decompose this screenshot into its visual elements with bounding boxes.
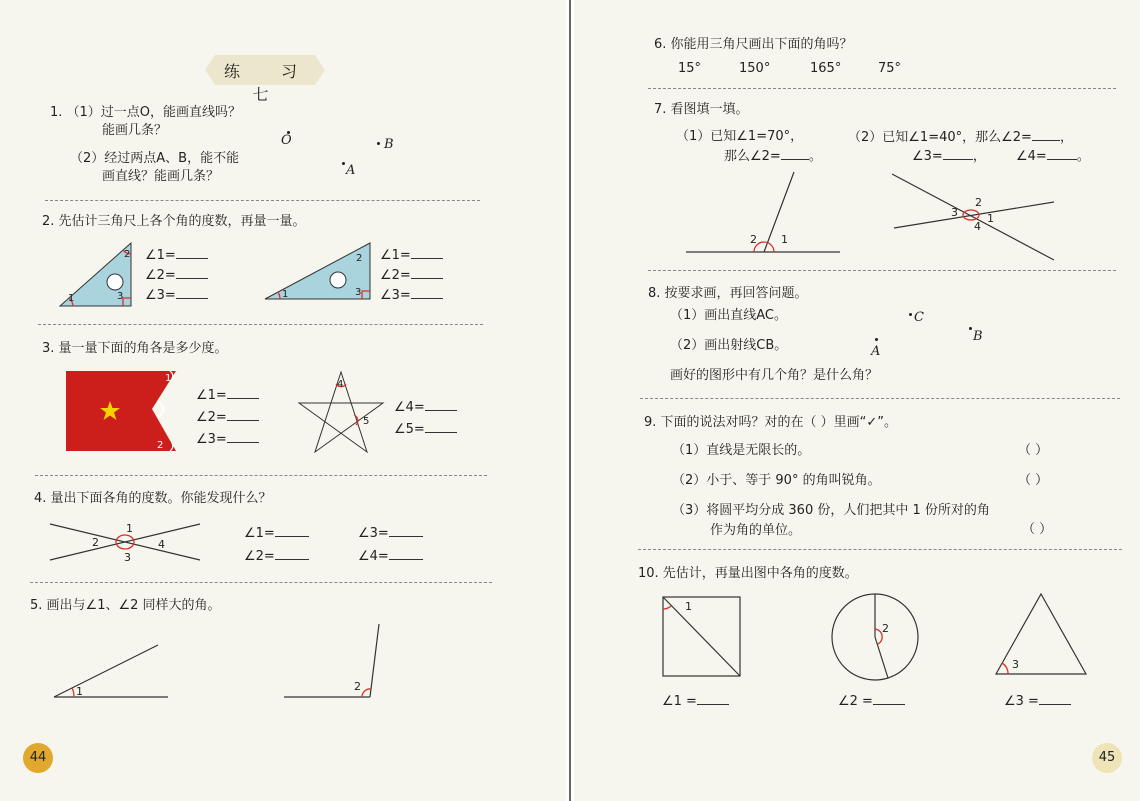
punctuation: 。 bbox=[808, 149, 822, 164]
q5-label-1: 1 bbox=[76, 685, 83, 698]
q7-fig2 bbox=[890, 172, 1056, 262]
q8-step2: （2）画出射线CB。 bbox=[670, 338, 788, 353]
q5-label-2: 2 bbox=[354, 680, 361, 693]
q7-fig2-label-4: 4 bbox=[974, 220, 981, 233]
flag-label-1: 1 bbox=[165, 373, 172, 384]
answer-blank[interactable] bbox=[1047, 147, 1077, 160]
circle-with-radii bbox=[830, 592, 920, 682]
q7-fig1-label-2: 2 bbox=[750, 233, 757, 246]
q4-label-3: 3 bbox=[124, 551, 131, 564]
q10-label-3: 3 bbox=[1012, 658, 1019, 671]
q3-prompt: 3. 量一量下面的角各是多少度。 bbox=[42, 341, 228, 356]
tri-a-label-3: 3 bbox=[117, 291, 124, 302]
q9-paren-2[interactable]: （ ） bbox=[1018, 473, 1049, 488]
q10-answer-3 bbox=[1004, 692, 1071, 711]
tri-a-answer-3 bbox=[145, 286, 208, 305]
q7-fig1-label-1: 1 bbox=[781, 233, 788, 246]
q10-answer-1 bbox=[662, 692, 729, 711]
answer-blank[interactable] bbox=[411, 246, 443, 259]
q4-answer-3 bbox=[358, 524, 423, 543]
star-label-5: 5 bbox=[363, 416, 370, 427]
q1-line3: （2）经过两点A、B，能不能 bbox=[70, 151, 240, 166]
answer-blank[interactable] bbox=[227, 386, 259, 399]
punctuation: ， bbox=[1059, 130, 1073, 145]
answer-blank[interactable] bbox=[781, 147, 809, 160]
q2-prompt: 2. 先估计三角尺上各个角的度数，再量一量。 bbox=[42, 214, 306, 229]
q4-label-4: 4 bbox=[158, 538, 165, 551]
tri-b-answer-2 bbox=[380, 266, 443, 285]
q5-prompt: 5. 画出与∠1、∠2 同样大的角。 bbox=[30, 598, 221, 613]
q4-prompt: 4. 量出下面各角的度数。你能发现什么？ bbox=[34, 491, 272, 506]
triangle-figure bbox=[994, 592, 1088, 676]
answer-label: ∠3= bbox=[196, 432, 227, 447]
flag-answer-3 bbox=[196, 430, 259, 449]
answer-blank[interactable] bbox=[275, 547, 309, 560]
page-number-45: 45 bbox=[1092, 743, 1122, 773]
book-gutter bbox=[566, 0, 574, 801]
q10-prompt: 10. 先估计，再量出图中各角的度数。 bbox=[638, 566, 858, 581]
q7-fig2-label-2: 2 bbox=[975, 196, 982, 209]
answer-blank[interactable] bbox=[275, 524, 309, 537]
point-a-label: A bbox=[346, 163, 356, 178]
answer-blank[interactable] bbox=[176, 246, 208, 259]
answer-blank[interactable] bbox=[1032, 128, 1060, 141]
answer-label: ∠1= bbox=[145, 248, 176, 263]
point-b-dot-2 bbox=[969, 327, 972, 330]
q6-angle-150: 150° bbox=[739, 61, 771, 76]
point-b-label: B bbox=[384, 137, 394, 152]
answer-label: ∠1= bbox=[196, 388, 227, 403]
point-b-label-2: B bbox=[973, 329, 983, 344]
point-o-label: O bbox=[281, 133, 292, 148]
punctuation: 。 bbox=[1076, 149, 1090, 164]
q10-label-1: 1 bbox=[685, 600, 692, 613]
tri-a-answer-1 bbox=[145, 246, 208, 265]
answer-blank[interactable] bbox=[873, 692, 905, 705]
answer-blank[interactable] bbox=[425, 420, 457, 433]
answer-label: ∠5= bbox=[394, 422, 425, 437]
divider bbox=[35, 475, 487, 476]
flag-label-3: 3 bbox=[159, 405, 166, 416]
q1-line2: 能画几条？ bbox=[102, 123, 168, 138]
answer-label: ∠3= bbox=[912, 149, 943, 164]
answer-label: （2）已知∠1=40°，那么∠2= bbox=[848, 130, 1032, 145]
q7-prompt: 7. 看图填一填。 bbox=[654, 102, 749, 117]
answer-label: ∠1= bbox=[380, 248, 411, 263]
q6-angle-75: 75° bbox=[878, 61, 902, 76]
q9-item2: （2）小于、等于 90° 的角叫锐角。 bbox=[672, 473, 881, 488]
tri-b-label-2: 2 bbox=[356, 253, 363, 264]
q8-prompt: 8. 按要求画，再回答问题。 bbox=[648, 286, 808, 301]
q9-item3: （3）将圆平均分成 360 份，人们把其中 1 份所对的角 bbox=[672, 503, 990, 518]
point-a-dot-2 bbox=[875, 338, 878, 341]
answer-label: ∠2= bbox=[380, 268, 411, 283]
answer-blank[interactable] bbox=[176, 266, 208, 279]
answer-label: ∠1 = bbox=[662, 694, 697, 709]
point-b-dot bbox=[377, 142, 380, 145]
flag-answer-2 bbox=[196, 408, 259, 427]
answer-blank[interactable] bbox=[227, 408, 259, 421]
q7-part1-line1: （1）已知∠1=70°， bbox=[676, 129, 804, 144]
answer-blank[interactable] bbox=[411, 266, 443, 279]
q8-question: 画好的图形中有几个角？是什么角？ bbox=[670, 368, 879, 383]
flag-answer-1 bbox=[196, 386, 259, 405]
q6-prompt: 6. 你能用三角尺画出下面的角吗？ bbox=[654, 37, 853, 52]
q10-label-2: 2 bbox=[882, 622, 889, 635]
answer-label: ∠2= bbox=[196, 410, 227, 425]
divider bbox=[38, 324, 483, 325]
q8-step1: （1）画出直线AC。 bbox=[670, 308, 788, 323]
answer-blank[interactable] bbox=[1039, 692, 1071, 705]
flag-label-2: 2 bbox=[157, 440, 164, 451]
answer-label: ∠3= bbox=[145, 288, 176, 303]
q7-fig2-label-3: 3 bbox=[951, 206, 958, 219]
answer-label: ∠2= bbox=[145, 268, 176, 283]
q7-part2-line1 bbox=[848, 128, 1073, 147]
angle-2-figure bbox=[282, 622, 382, 700]
tri-a-answer-2 bbox=[145, 266, 208, 285]
q7-part2-line2 bbox=[912, 147, 986, 166]
square-with-diagonal bbox=[662, 596, 742, 678]
answer-label: 那么∠2= bbox=[724, 149, 781, 164]
answer-blank[interactable] bbox=[697, 692, 729, 705]
q7-fig2-label-1: 1 bbox=[987, 212, 994, 225]
answer-blank[interactable] bbox=[176, 286, 208, 299]
q1-line4: 画直线？能画几条？ bbox=[102, 169, 220, 184]
answer-label: ∠4= bbox=[1016, 149, 1047, 164]
tri-b-label-1: 1 bbox=[282, 289, 289, 300]
angle-1-figure bbox=[52, 643, 170, 699]
answer-label: ∠4= bbox=[358, 549, 389, 564]
divider bbox=[45, 200, 480, 201]
point-a-dot bbox=[342, 162, 345, 165]
answer-label: ∠3= bbox=[380, 288, 411, 303]
q9-item3-cont: 作为角的单位。 bbox=[710, 523, 802, 538]
q7-part1-line2 bbox=[724, 147, 822, 166]
left-page bbox=[0, 0, 566, 801]
q1-line1: 1. （1）过一点O，能画直线吗？ bbox=[50, 105, 242, 120]
divider bbox=[648, 88, 1116, 89]
q4-answer-4 bbox=[358, 547, 423, 566]
q4-answer-1 bbox=[244, 524, 309, 543]
star-label-4: 4 bbox=[337, 379, 344, 390]
answer-label: ∠4= bbox=[394, 400, 425, 415]
answer-blank[interactable] bbox=[227, 430, 259, 443]
divider bbox=[640, 398, 1120, 399]
point-c-label: C bbox=[914, 310, 924, 325]
q9-paren-1[interactable]: （ ） bbox=[1018, 443, 1049, 458]
q9-prompt: 9. 下面的说法对吗？对的在（ ）里画“✓”。 bbox=[644, 415, 898, 430]
star-answer-4 bbox=[394, 398, 457, 417]
q4-label-2: 2 bbox=[92, 536, 99, 549]
punctuation: ， bbox=[972, 149, 986, 164]
exercise-title-text: 练 习 七 bbox=[223, 62, 316, 104]
tri-b-answer-1 bbox=[380, 246, 443, 265]
right-page bbox=[574, 0, 1140, 801]
star-answer-5 bbox=[394, 420, 457, 439]
q7-fig1 bbox=[684, 170, 844, 254]
q6-angle-15: 15° bbox=[678, 61, 702, 76]
q9-item1: （1）直线是无限长的。 bbox=[672, 443, 811, 458]
answer-label: ∠3 = bbox=[1004, 694, 1039, 709]
q4-answer-2 bbox=[244, 547, 309, 566]
answer-label: ∠1= bbox=[244, 526, 275, 541]
answer-blank[interactable] bbox=[389, 547, 423, 560]
q10-answer-2 bbox=[838, 692, 905, 711]
answer-blank[interactable] bbox=[943, 147, 973, 160]
divider bbox=[30, 582, 492, 583]
answer-label: ∠2= bbox=[244, 549, 275, 564]
divider bbox=[638, 549, 1122, 550]
tri-a-label-2: 2 bbox=[124, 249, 131, 260]
q6-angle-165: 165° bbox=[810, 61, 842, 76]
q4-label-1: 1 bbox=[126, 522, 133, 535]
q9-paren-3[interactable]: （ ） bbox=[1022, 522, 1053, 537]
exercise-title bbox=[205, 55, 325, 104]
page-number-44: 44 bbox=[23, 743, 53, 773]
answer-blank[interactable] bbox=[389, 524, 423, 537]
tri-b-label-3: 3 bbox=[355, 287, 362, 298]
answer-blank[interactable] bbox=[411, 286, 443, 299]
answer-label: ∠2 = bbox=[838, 694, 873, 709]
point-a-label-2: A bbox=[871, 344, 881, 359]
tri-b-answer-3 bbox=[380, 286, 443, 305]
answer-label: ∠3= bbox=[358, 526, 389, 541]
tri-a-label-1: 1 bbox=[68, 293, 75, 304]
answer-blank[interactable] bbox=[425, 398, 457, 411]
q7-part2-angle4 bbox=[1016, 147, 1090, 166]
divider bbox=[648, 270, 1116, 271]
point-c-dot bbox=[909, 313, 912, 316]
